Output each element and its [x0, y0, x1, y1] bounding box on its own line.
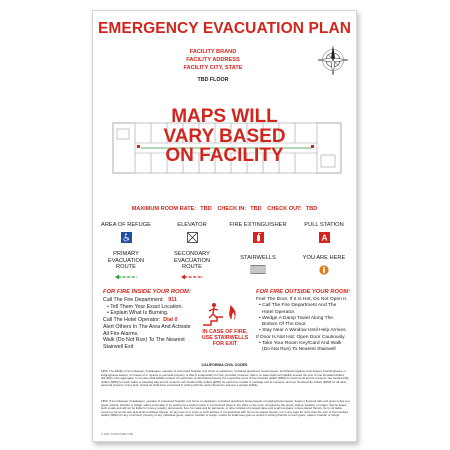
maps-text-line: VARY BASED: [163, 125, 286, 147]
legend-label: STAIRWELLS: [240, 255, 276, 261]
inside-item-text: Call The Hotel Operator:: [103, 317, 161, 324]
legend-you-are-here: [291, 255, 357, 277]
outside-item: • Stay Near A Window Until Help Arrives.: [259, 328, 347, 334]
outside-item: (Do Not Run) To Nearest Stairwell: [262, 347, 336, 353]
maps-text-line: MAPS WILL: [171, 106, 278, 127]
legend-pull-station: [291, 222, 357, 245]
legend-label: FIRE EXTINGUISHER: [229, 222, 287, 228]
outside-instructions: [256, 297, 356, 354]
outside-item: • Wedge A Damp Towel Along The: [259, 315, 334, 321]
legend-label: ELEVATOR: [177, 222, 207, 228]
room-rate-value: TBD: [200, 206, 212, 212]
evacuation-poster: [92, 10, 357, 442]
facility-brand: FACILITY BRAND: [189, 49, 237, 55]
outside-item: If Door Is Not Hot: Open Door Cautiously: [256, 334, 345, 340]
room-rate-label: MAXIMUM ROOM RATE:: [131, 206, 197, 212]
check-out-label: CHECK OUT:: [267, 206, 302, 212]
poster-title: EMERGENCY EVACUATION PLAN: [97, 20, 352, 37]
legend-label: PULL STATION: [304, 222, 344, 228]
wheelchair-icon: [121, 232, 132, 243]
civil-codes-title: CALIFORNIA CIVIL CODES: [201, 363, 248, 367]
outside-heading: FOR FIRE OUTSIDE YOUR ROOM:: [256, 289, 351, 295]
legend-primary-route: [93, 251, 159, 282]
poster-footer: © 2021 UCTELCORE.COM: [101, 433, 133, 436]
facility-floor: TBD FLOOR: [197, 77, 229, 83]
fire-exit-icon: [203, 297, 243, 327]
civil-code-1860: 1860. If an innkeeper, hotelkeeper, operator of a licensed hospital, rest home or sanitarium, furnished apartment house keeper or lodginghouse keeper, keeps a fireproof safe and gives notice to a guest, patient, boarder or lodger, either personally or by putting up a printed notice in a prominent place in the office or the room occupied by the guest, patient, boarder, or lodger, that he keeps such a safe and will not be liable for money, jewelry, documents, furs, fur coats and fur garments, or other articles of unusual value and small compass, unless placed therein, he is not liable, except so far as his own acts shall contribute thereto, for any loss of or injury to such articles, if not deposited with him to be placed therein, nor in any case for more than the sum of five hundred dollars ($500) for any or all such property of any individual guest, patient, boarder or lodger, unless he shall have given a receipt in writing therefor to such guest, patient, boarder or lodger.: [101, 399, 350, 418]
legend-label: PRIMARY EVACUATION ROUTE: [107, 251, 145, 270]
pull-station-icon: [319, 232, 330, 243]
legend-elevator: [159, 222, 225, 245]
red-arrow-icon: [181, 274, 203, 280]
legend-area-of-refuge: [93, 222, 159, 245]
inside-item: All Fire Alarms.: [103, 330, 139, 337]
check-in-value: TBD: [250, 206, 262, 212]
in-case-line: USE STAIRWELLS: [201, 335, 249, 341]
inside-item: [103, 297, 213, 304]
legend-label: SECONDARY EVACUATION ROUTE: [173, 251, 211, 270]
svg-text:A: A: [321, 233, 327, 243]
legend-stairwells: [225, 255, 291, 276]
inside-item: • Explain What Is Burning.: [107, 310, 169, 317]
elevator-icon: [187, 232, 198, 243]
legend-secondary-route: [159, 251, 225, 282]
inside-item: Walk (Do Not Run) To The Nearest: [103, 337, 185, 344]
inside-item: Stairwell Exit: [103, 343, 134, 350]
inside-heading: FOR FIRE INSIDE YOUR ROOM:: [103, 289, 191, 295]
in-case-line: IN CASE OF FIRE,: [202, 329, 248, 335]
facility-address: FACILITY ADDRESS: [186, 57, 240, 63]
stairwell-icon: [250, 265, 266, 274]
inside-item-text: Call The Fire Department:: [103, 297, 164, 303]
fire-extinguisher-icon: [253, 232, 264, 243]
outside-item: Bottom Of The Door.: [262, 322, 307, 328]
you-are-here-icon: [319, 265, 329, 275]
compass-rose-icon: [318, 44, 348, 76]
inside-item: • Tell Them Your Exact Location.: [107, 303, 183, 310]
outside-item: Feel The Door. If It Is Hot, Do Not Open It.: [256, 297, 348, 302]
legend-label: YOU ARE HERE: [302, 255, 346, 261]
inside-item: Alert Others In The Area And Activate: [103, 323, 191, 330]
in-case-of-fire-text: [185, 329, 265, 347]
maps-placeholder-text: [93, 107, 356, 166]
facility-city-state: FACILITY CITY, STATE: [183, 65, 243, 71]
fire-dept-number: 911: [168, 297, 177, 303]
outside-item: • Call The Fire Department And The: [259, 303, 337, 309]
outside-item: • Take Your Room Key/Card And Walk: [259, 341, 342, 347]
check-in-label: CHECK IN:: [217, 206, 247, 212]
inside-item: [103, 317, 213, 324]
room-info-row: [93, 206, 356, 212]
maps-text-line: ON FACILITY: [165, 145, 284, 166]
legend-fire-extinguisher: [225, 222, 291, 245]
in-case-line: FOR EXIT: [212, 341, 238, 347]
outside-item: Hotel Operator.: [262, 309, 296, 315]
outside-room-section: [256, 289, 356, 354]
green-arrow-icon: [115, 274, 137, 280]
civil-code-1859: 1859. The liability of an innkeeper, hotelkeeper, operator of a licensed hospital, rest home or sanitarium, furnished apartment house keeper, furnished bungalow court keeper, boardinghouse or lodginghouse keeper, for losses of or injuries to personal property, is that of a depositary for hire; provided, however, that in no case shall such liability exceed the sum of one thousand dollars ($1,000) in the aggregate. In no case shall liability exceed, for each item of described property, the respective sums of five hundred dollars ($500) for each trunk and its contents, two hundred fifty dollars ($250) for each valise or traveling bag and its contents, two hundred fifty dollars ($250) for each box, bundle or package and its contents, and two hundred fifty dollars ($250) for all other personal property of any kind, unless he shall have consented in writing with the owner thereof to assume a greater liability.: [101, 369, 349, 388]
operator-number: Dial 0: [163, 317, 178, 324]
check-out-value: TBD: [305, 206, 318, 212]
legend-label: AREA OF REFUGE: [101, 222, 151, 228]
